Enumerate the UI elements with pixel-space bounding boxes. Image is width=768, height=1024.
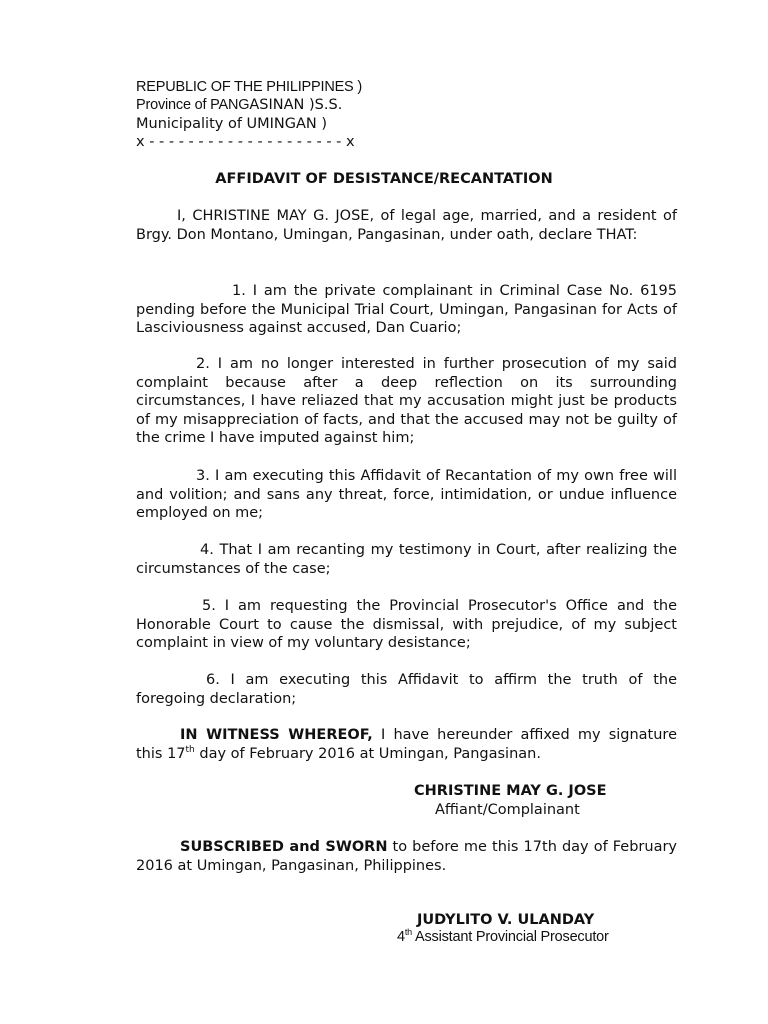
prosecutor-role [397,928,609,946]
witness-ordinal: th [185,744,195,755]
prosecutor-name: JUDYLITO V. ULANDAY [417,912,595,928]
paragraph-1-text: 1. I am the private complainant in Criminal Case No. 6195 pending before the Municipal Trial Court, Umingan, Pangasinan for Acts of Lasciviousness against accused, Dan Cuario; [136,283,677,337]
paragraph-6 [136,671,677,708]
affiant-role: Affiant/Complainant [435,802,580,818]
jurat-paragraph [136,838,677,875]
paragraph-1 [136,282,677,338]
caption-separator: x - - - - - - - - - - - - - - - - - - - - x [136,134,355,150]
paragraph-5 [136,597,677,653]
paragraph-4-text: 4. That I am recanting my testimony in Court, after realizing the circumstances of the case; [136,542,677,577]
caption-municipality: Municipality of UMINGAN ) [136,116,328,132]
caption-ss: )S.S. [304,97,343,113]
document-title: AFFIDAVIT OF DESISTANCE/RECANTATION [215,171,553,187]
paragraph-4 [136,541,677,578]
caption-province-suffix: ASINAN [249,97,305,113]
prosecutor-role-text: Assistant Provincial Prosecutor [411,929,609,945]
jurat-lead: SUBSCRIBED and SWORN [180,839,388,855]
prosecutor-role-number: 4 [397,929,405,945]
intro-text: I, CHRISTINE MAY G. JOSE, of legal age, married, and a resident of Brgy. Don Montano, Umingan, Pangasinan, under oath, declare THAT: [136,208,677,243]
prosecutor-role-ordinal: th [404,927,412,938]
paragraph-5-text: 5. I am requesting the Provincial Prosecutor's Office and the Honorable Court to cause the dismissal, with prejudice, of my subject complaint in view of my voluntary desistance; [136,598,677,652]
witness-paragraph [136,726,677,763]
paragraph-3 [136,467,677,523]
paragraph-2 [136,355,677,448]
witness-lead: IN WITNESS WHEREOF, [180,727,373,743]
affiant-name: CHRISTINE MAY G. JOSE [414,783,607,799]
paragraph-2-text: 2. I am no longer interested in further prosecution of my said complaint because after a deep reflection on its surrounding circumstances, I have reliazed that my accusation might just be products of my misappreciation of facts, and that the accused may not be guilty of the crime I have imputed against him; [136,356,677,447]
paragraph-3-text: 3. I am executing this Affidavit of Recantation of my own free will and volition; and sans any threat, force, intimidation, or undue influence employed on me; [136,468,677,522]
caption-province [136,96,342,114]
intro-paragraph [136,207,677,244]
caption-province-prefix: Province of PANG [136,97,250,113]
caption-republic: REPUBLIC OF THE PHILIPPINES ) [136,79,362,95]
jurat-text: to before me this 17th day of February 2016 at Umingan, Pangasinan, Philippines. [136,839,677,874]
witness-text-b: day of February 2016 at Umingan, Pangasinan. [194,745,541,762]
paragraph-6-text: 6. I am executing this Affidavit to affirm the truth of the foregoing declaration; [136,672,677,707]
witness-text-a: I have hereunder affixed my signature this 17 [136,727,678,762]
